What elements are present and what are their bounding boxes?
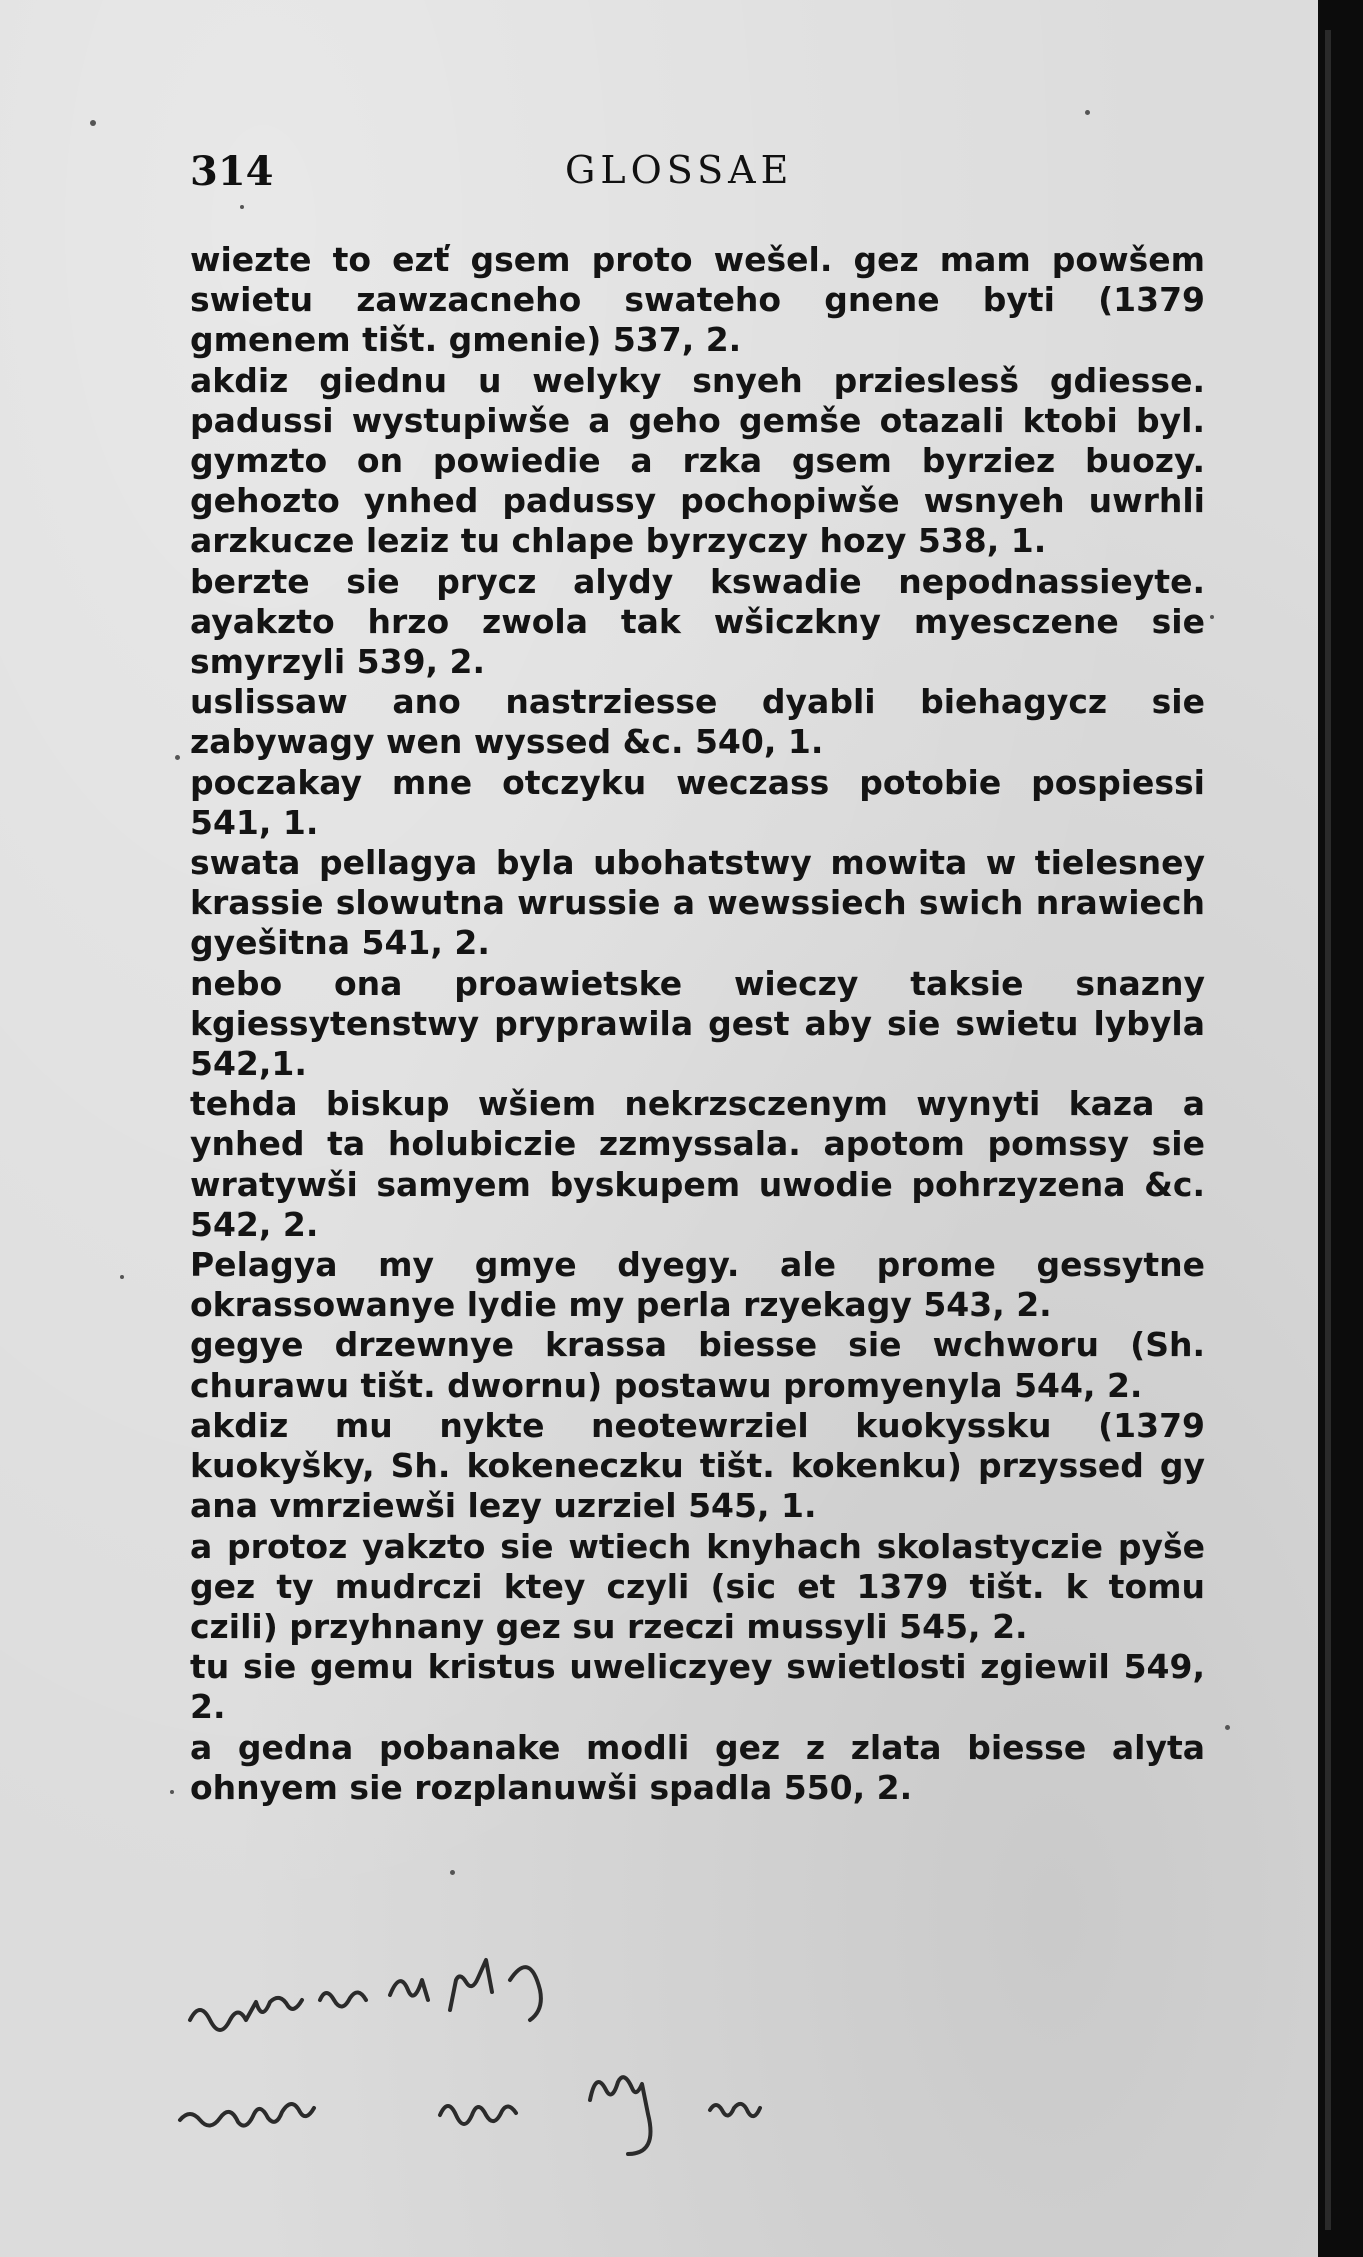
glossary-entry: berzte sie prycz alydy kswadie nepodnassieyte. ayakzto hrzo zwola tak wšiczkny myesczene sie smyrzyli 539, 2. [190,561,1205,682]
glossary-entry: uslissaw ano nastrziesse dyabli biehagycz sie zabywagy wen wyssed &c. 540, 1. [190,682,1205,762]
glossary-entry: a protoz yakzto sie wtiech knyhach skolastyczie pyše gez ty mudrczi ktey czyli (sic et 1379 tišt. k tomu czili) przyhnany gez su rzeczi mussyli 545, 2. [190,1526,1205,1646]
ink-speck [175,755,180,760]
glossary-text [190,240,1205,1808]
glossary-entry: poczakay mne otczyku weczass potobie pospiessi 541, 1. [190,762,1205,842]
handwritten-scribble [150,1900,1150,2160]
glossary-entry: akdiz giednu u welyky snyeh przieslesš gdiesse. padussi wystupiwše a geho gemše otazali ktobi byl. gymzto on powiedie a rzka gsem byrziez buozy. gehozto ynhed padussy pochopiwše wsnyeh uwrhli arzkucze leziz tu chlape byrzyczy hozy 538, 1. [190,360,1205,561]
running-head: GLOSSAE [565,148,794,192]
page-header [190,148,1210,198]
ink-speck [1085,110,1090,115]
ink-speck [90,120,96,126]
ink-speck [170,1790,174,1794]
glossary-entry: tu sie gemu kristus uweliczyey swietlosti zgiewil 549, 2. [190,1647,1205,1727]
page-edge-strip [1325,30,1331,2230]
ink-speck [240,205,244,209]
glossary-entry: Pelagya my gmye dyegy. ale prome gessytne okrassowanye lydie my perla rzyekagy 543, 2. [190,1245,1205,1325]
page-number: 314 [190,148,274,195]
ink-speck [450,1870,455,1875]
glossary-entry: gegye drzewnye krassa biesse sie wchworu (Sh. churawu tišt. dwornu) postawu promyenyla 544, 2. [190,1325,1205,1405]
glossary-entry: a gedna pobanake modli gez z zlata biesse alyta ohnyem sie rozplanuwši spadla 550, 2. [190,1727,1205,1807]
glossary-entry: tehda biskup wšiem nekrzsczenym wynyti kaza a ynhed ta holubiczie zzmyssala. apotom pomssy sie wratywši samyem byskupem uwodie pohrzyzena &c. 542, 2. [190,1084,1205,1244]
glossary-entry: nebo ona proawietske wieczy taksie snazny kgiessytenstwy pryprawila gest aby sie swietu lybyla 542,1. [190,963,1205,1084]
ink-speck [1225,1725,1230,1730]
ink-speck [1210,615,1214,619]
ink-speck [120,1275,124,1279]
glossary-entry: wiezte to ezť gsem proto wešel. gez mam powšem swietu zawzacneho swateho gnene byti (1379 gmenem tišt. gmenie) 537, 2. [190,240,1205,360]
glossary-entry: swata pellagya byla ubohatstwy mowita w tielesney krassie slowutna wrussie a wewssiech swich nrawiech gyešitna 541, 2. [190,843,1205,963]
glossary-entry: akdiz mu nykte neotewrziel kuokyssku (1379 kuokyšky, Sh. kokeneczku tišt. kokenku) przyssed gy ana vmrziewši lezy uzrziel 545, 1. [190,1405,1205,1526]
